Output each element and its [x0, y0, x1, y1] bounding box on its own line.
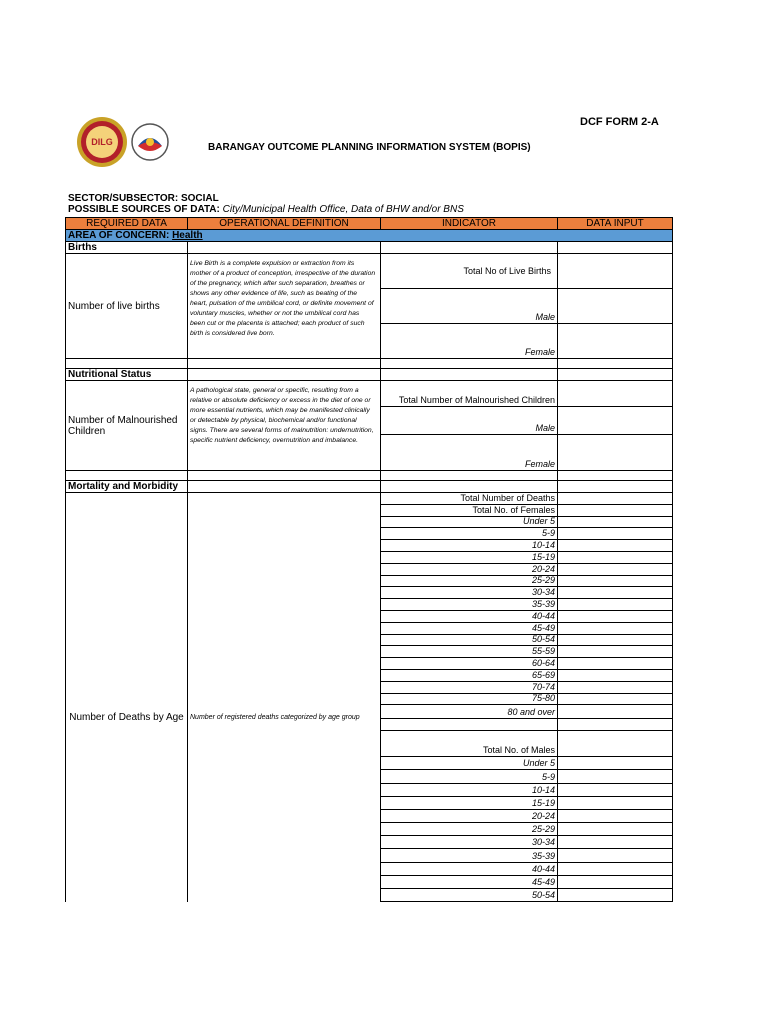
age-group-label: 75-80	[381, 694, 558, 706]
data-input-cell[interactable]	[558, 646, 673, 658]
age-group-label: 50-54	[381, 889, 558, 902]
table-row	[381, 407, 673, 435]
data-input-cell[interactable]	[558, 784, 673, 797]
data-input-cell[interactable]	[558, 552, 673, 564]
age-group-label: 50-54	[381, 635, 558, 647]
data-input-cell[interactable]	[558, 823, 673, 836]
age-group-label: 20-24	[381, 564, 558, 576]
data-input-cell[interactable]	[558, 324, 673, 359]
data-input-cell[interactable]	[558, 658, 673, 670]
section-mortality-morbidity: Mortality and Morbidity	[65, 481, 188, 493]
age-group-label: 15-19	[381, 552, 558, 564]
indicator-total-live-births: Total No of Live Births	[381, 254, 558, 289]
age-group-label: 10-14	[381, 784, 558, 797]
data-input-cell[interactable]	[558, 836, 673, 849]
indicator-total-deaths: Total Number of Deaths	[381, 493, 558, 505]
dilg-logo-icon	[76, 116, 170, 168]
table-row	[381, 435, 673, 471]
area-label: AREA OF CONCERN:	[68, 230, 170, 241]
spacer-row	[65, 359, 673, 369]
data-input-cell[interactable]	[558, 540, 673, 552]
data-input-cell[interactable]	[558, 435, 673, 471]
age-group-label: 45-49	[381, 623, 558, 635]
age-group-label: 25-29	[381, 576, 558, 588]
section-births: Births	[65, 242, 188, 254]
table-row	[381, 324, 673, 359]
definition-deaths-by-age: Number of registered deaths categorized by age group	[188, 493, 381, 902]
table-row	[381, 682, 673, 694]
header-data-input: DATA INPUT	[558, 217, 673, 230]
table-row	[381, 564, 673, 576]
table-row	[381, 646, 673, 658]
section-row-nutrition	[65, 369, 673, 381]
table-row	[381, 823, 673, 836]
table-row	[381, 719, 673, 731]
age-group-label: Under 5	[381, 757, 558, 770]
required-live-births: Number of live births	[65, 254, 188, 359]
data-input-cell[interactable]	[558, 505, 673, 517]
logos	[76, 116, 170, 168]
definition-malnutrition: A pathological state, general or specific, resulting from a relative or absolute deficiency or excess in the diet of one or more essential nutrients, which may be manifested clinically or detectable by physical, biochemical and/or functional signs. There are several forms of malnutrition: undernutrition, specific nutrient deficiency, overnutrition and imbalance.	[188, 381, 381, 471]
data-input-cell[interactable]	[558, 876, 673, 889]
section-nutritional-status: Nutritional Status	[65, 369, 188, 381]
sector-label: SECTOR/SUBSECTOR: SOCIAL	[68, 193, 219, 204]
data-input-cell[interactable]	[558, 694, 673, 706]
female-age-rows	[381, 517, 673, 720]
data-input-cell[interactable]	[558, 670, 673, 682]
table-row	[381, 611, 673, 623]
table-row	[381, 705, 673, 719]
data-input-cell[interactable]	[558, 770, 673, 783]
spacer-row	[65, 471, 673, 481]
table-row	[381, 889, 673, 902]
data-input-cell[interactable]	[558, 564, 673, 576]
table-row	[381, 670, 673, 682]
table-row	[381, 694, 673, 706]
header-operational-definition: OPERATIONAL DEFINITION	[188, 217, 381, 230]
section-row-births	[65, 242, 673, 254]
age-group-label: 25-29	[381, 823, 558, 836]
indicator-total-malnourished: Total Number of Malnourished Children	[381, 381, 558, 407]
age-group-label: 30-34	[381, 836, 558, 849]
table-row	[381, 381, 673, 407]
data-input-cell[interactable]	[558, 407, 673, 435]
indicator-male: Male	[381, 289, 558, 324]
table-row	[381, 289, 673, 324]
age-group-label: 60-64	[381, 658, 558, 670]
data-input-cell[interactable]	[558, 810, 673, 823]
data-input-cell[interactable]	[558, 517, 673, 529]
age-group-label: 45-49	[381, 876, 558, 889]
age-group-label: 20-24	[381, 810, 558, 823]
data-input-cell[interactable]	[558, 705, 673, 719]
header-indicator: INDICATOR	[381, 217, 558, 230]
data-table	[65, 217, 673, 902]
data-input-cell[interactable]	[558, 587, 673, 599]
sources-value: City/Municipal Health Office, Data of BHW and/or BNS	[222, 204, 464, 215]
table-row	[381, 757, 673, 770]
data-input-cell[interactable]	[558, 757, 673, 770]
sources-line	[68, 204, 464, 215]
table-row	[381, 623, 673, 635]
area-of-concern-row	[65, 230, 673, 242]
age-group-label: 30-34	[381, 587, 558, 599]
table-row	[381, 849, 673, 862]
age-group-label: 40-44	[381, 611, 558, 623]
form-code: DCF FORM 2-A	[580, 116, 659, 128]
indicator-male: Male	[381, 407, 558, 435]
age-group-label: 5-9	[381, 528, 558, 540]
system-title: BARANGAY OUTCOME PLANNING INFORMATION SYSTEM (BOPIS)	[208, 142, 531, 153]
age-group-label: 80 and over	[381, 705, 558, 719]
definition-live-birth: Live Birth is a complete expulsion or extraction from its mother of a product of conception, irrespective of the duration of the pregnancy, which after such separation, breathes or shows any other evidence of life, such as beating of the heart, pulsation of the umbilical cord, or definite movement of voluntary muscles, whether or not the umbilical cord has been cut or the placenta is attached; each product of such birth is considered live born.	[188, 254, 381, 359]
table-row	[381, 784, 673, 797]
age-group-label: 15-19	[381, 797, 558, 810]
data-input-cell[interactable]	[558, 797, 673, 810]
data-input-cell[interactable]	[558, 493, 673, 505]
table-row	[381, 863, 673, 876]
age-group-label: 35-39	[381, 849, 558, 862]
area-of-concern	[65, 230, 673, 242]
table-row	[381, 493, 673, 505]
table-row	[381, 576, 673, 588]
mortality-block	[65, 493, 673, 902]
data-input-cell[interactable]	[558, 889, 673, 902]
table-row	[381, 587, 673, 599]
mortality-indicators	[381, 493, 673, 902]
table-header	[65, 217, 673, 230]
table-row	[381, 797, 673, 810]
table-row	[381, 836, 673, 849]
indicator-female: Female	[381, 435, 558, 471]
indicator-total-males: Total No. of Males	[381, 731, 558, 757]
logo-text: DILG	[91, 137, 113, 147]
data-input-cell[interactable]	[558, 289, 673, 324]
table-row	[381, 528, 673, 540]
table-row	[381, 658, 673, 670]
data-input-cell[interactable]	[558, 576, 673, 588]
indicator-female: Female	[381, 324, 558, 359]
table-row	[381, 599, 673, 611]
data-input-cell[interactable]	[558, 849, 673, 862]
age-group-label: 35-39	[381, 599, 558, 611]
age-group-label: 55-59	[381, 646, 558, 658]
male-age-rows	[381, 757, 673, 902]
header-required-data: REQUIRED DATA	[65, 217, 188, 230]
table-row	[381, 552, 673, 564]
indicator-total-females: Total No. of Females	[381, 505, 558, 517]
required-deaths-by-age: Number of Deaths by Age	[65, 493, 188, 902]
table-row	[381, 254, 673, 289]
table-row	[381, 635, 673, 647]
age-group-label: 65-69	[381, 670, 558, 682]
data-input-cell[interactable]	[558, 863, 673, 876]
table-row	[381, 540, 673, 552]
sources-label: POSSIBLE SOURCES OF DATA:	[68, 204, 220, 215]
area-value: Health	[172, 230, 203, 241]
data-input-cell[interactable]	[558, 599, 673, 611]
data-input-cell[interactable]	[558, 731, 673, 757]
table-row	[381, 876, 673, 889]
data-input-cell[interactable]	[558, 682, 673, 694]
data-input-cell[interactable]	[558, 254, 673, 289]
age-group-label: 5-9	[381, 770, 558, 783]
data-input-cell[interactable]	[558, 623, 673, 635]
age-group-label: 10-14	[381, 540, 558, 552]
births-block	[65, 254, 673, 359]
table-row	[381, 810, 673, 823]
data-input-cell[interactable]	[558, 635, 673, 647]
data-input-cell[interactable]	[558, 381, 673, 407]
data-input-cell[interactable]	[558, 611, 673, 623]
table-row	[381, 770, 673, 783]
age-group-label: Under 5	[381, 517, 558, 529]
data-input-cell[interactable]	[558, 528, 673, 540]
section-row-mortality	[65, 481, 673, 493]
table-row	[381, 731, 673, 757]
data-input-cell[interactable]	[558, 719, 673, 731]
age-group-label: 40-44	[381, 863, 558, 876]
nutrition-block	[65, 381, 673, 471]
table-row	[381, 517, 673, 529]
table-row	[381, 505, 673, 517]
age-group-label: 70-74	[381, 682, 558, 694]
required-malnourished-children: Number of Malnourished Children	[65, 381, 188, 471]
